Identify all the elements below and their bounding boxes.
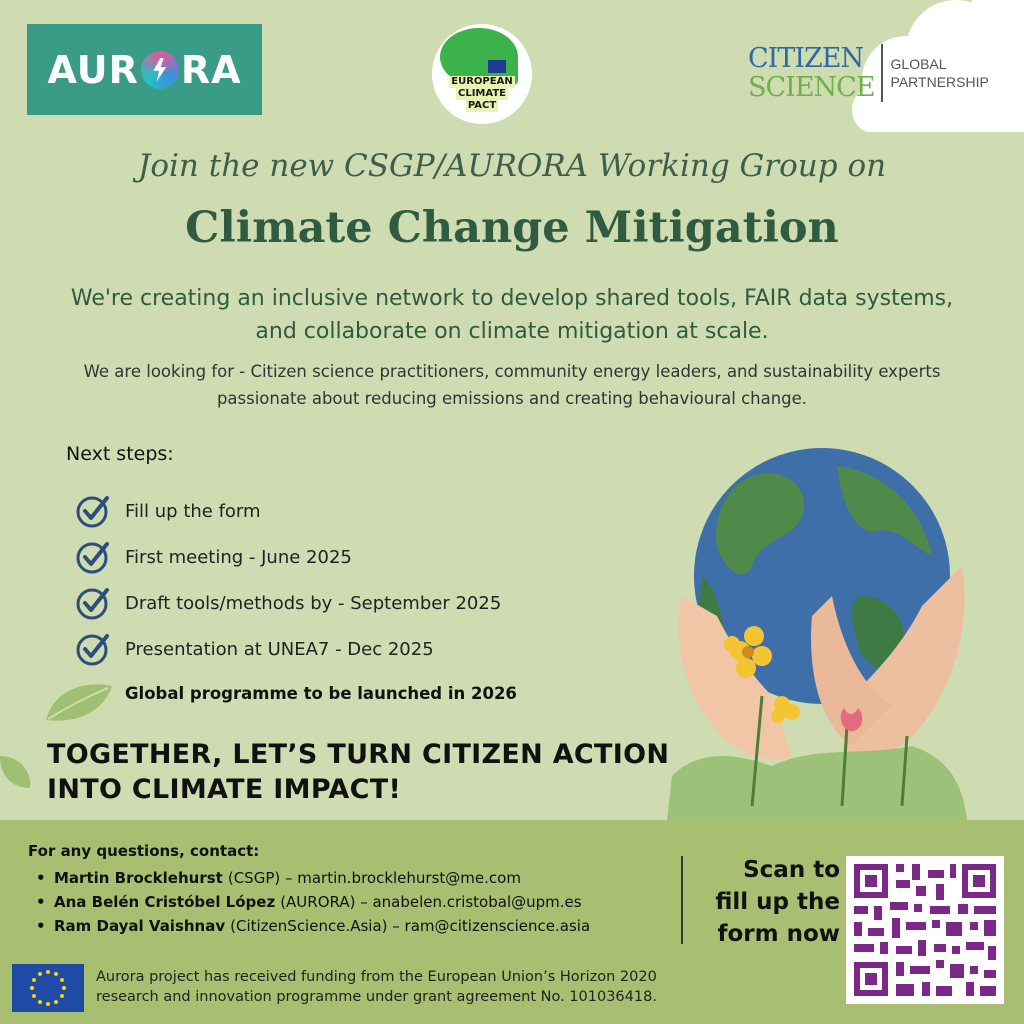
eu-flag-icon (488, 60, 506, 73)
globe-in-hands-illustration (662, 446, 972, 820)
step-item (76, 630, 596, 668)
looking-for-text: We are looking for - Citizen science practitioners, community energy leaders, and sustainability experts passionate about reducing emissions and creating behavioural change. (83, 362, 941, 408)
contact-item: • Ana Belén Cristóbel López (AURORA) – anabelen.cristobal@upm.es (36, 890, 590, 914)
checkmark-circle-icon (76, 494, 110, 528)
contact-details[interactable]: (CSGP) – martin.brocklehurst@me.com (227, 869, 521, 887)
contact-item: • Ram Dayal Vaishnav (CitizenScience.Asia) – ram@citizenscience.asia (36, 914, 590, 938)
funding-line2: research and innovation programme under grant agreement No. 101036418. (96, 989, 657, 1005)
citizen-science-global-partnership-logo (748, 44, 989, 102)
step-label: Presentation at UNEA7 - Dec 2025 (125, 638, 434, 660)
step-item (76, 538, 596, 576)
step-label: Fill up the form (125, 500, 261, 522)
lightning-bolt-icon (141, 51, 179, 89)
aurora-text-right: RA (180, 47, 242, 92)
cs-side1: GLOBAL (890, 56, 947, 72)
global-programme-text: Global programme to be launched in 2026 (125, 684, 517, 703)
intro-text: We're creating an inclusive network to develop shared tools, FAIR data systems, and collaborate on climate mitigation at scale. (70, 286, 954, 344)
checkmark-circle-icon (76, 586, 110, 620)
step-label: Draft tools/methods by - September 2025 (125, 592, 502, 614)
step-item (76, 584, 596, 622)
contact-details[interactable]: (CitizenScience.Asia) – ram@citizenscience.asia (230, 917, 591, 935)
ecp-line3: PACT (467, 100, 497, 111)
contact-item: • Martin Brocklehurst (CSGP) – martin.brocklehurst@me.com (36, 866, 590, 890)
contact-name: Martin Brocklehurst (54, 869, 223, 887)
footer-divider (681, 856, 683, 944)
checkmark-circle-icon (76, 540, 110, 574)
subtitle: Join the new CSGP/AURORA Working Group on (137, 148, 887, 184)
contact-list (36, 866, 590, 938)
ecp-line2: CLIMATE (458, 88, 506, 99)
contact-heading: For any questions, contact: (28, 842, 260, 860)
eu-flag-icon (12, 964, 84, 1012)
step-label: First meeting - June 2025 (125, 546, 352, 568)
contact-details[interactable]: (AURORA) – anabelen.cristobal@upm.es (280, 893, 582, 911)
scan-line2: fill up the (715, 889, 840, 915)
contact-name: Ram Dayal Vaishnav (54, 917, 226, 935)
funding-line1: Aurora project has received funding from the European Union’s Horizon 2020 (96, 969, 657, 985)
leaf-icon (0, 752, 32, 792)
cs-side2: PARTNERSHIP (890, 74, 989, 90)
cta-line1: TOGETHER, LET’S TURN CITIZEN ACTION (47, 739, 670, 770)
aurora-logo (27, 24, 262, 115)
cs-line2: SCIENCE (748, 72, 875, 103)
page-title: Climate Change Mitigation (185, 203, 839, 253)
cta-line2: INTO CLIMATE IMPACT! (47, 774, 402, 805)
scan-line3: form now (717, 921, 840, 947)
call-to-action (47, 737, 669, 807)
qr-code[interactable] (846, 856, 1004, 1004)
funding-notice (96, 967, 657, 1007)
ecp-line1: EUROPEAN (451, 76, 513, 87)
contact-name: Ana Belén Cristóbel López (54, 893, 276, 911)
european-climate-pact-logo (432, 24, 532, 124)
scan-prompt (694, 854, 840, 950)
aurora-wordmark (47, 48, 241, 92)
cs-divider (881, 44, 883, 102)
leaf-icon (44, 680, 114, 724)
scan-line1: Scan to (743, 857, 840, 883)
checkmark-circle-icon (76, 632, 110, 666)
cs-line1: CITIZEN (748, 43, 864, 74)
aurora-text-left: AUR (47, 47, 139, 92)
next-steps-heading: Next steps: (66, 443, 174, 465)
step-item (76, 492, 596, 530)
